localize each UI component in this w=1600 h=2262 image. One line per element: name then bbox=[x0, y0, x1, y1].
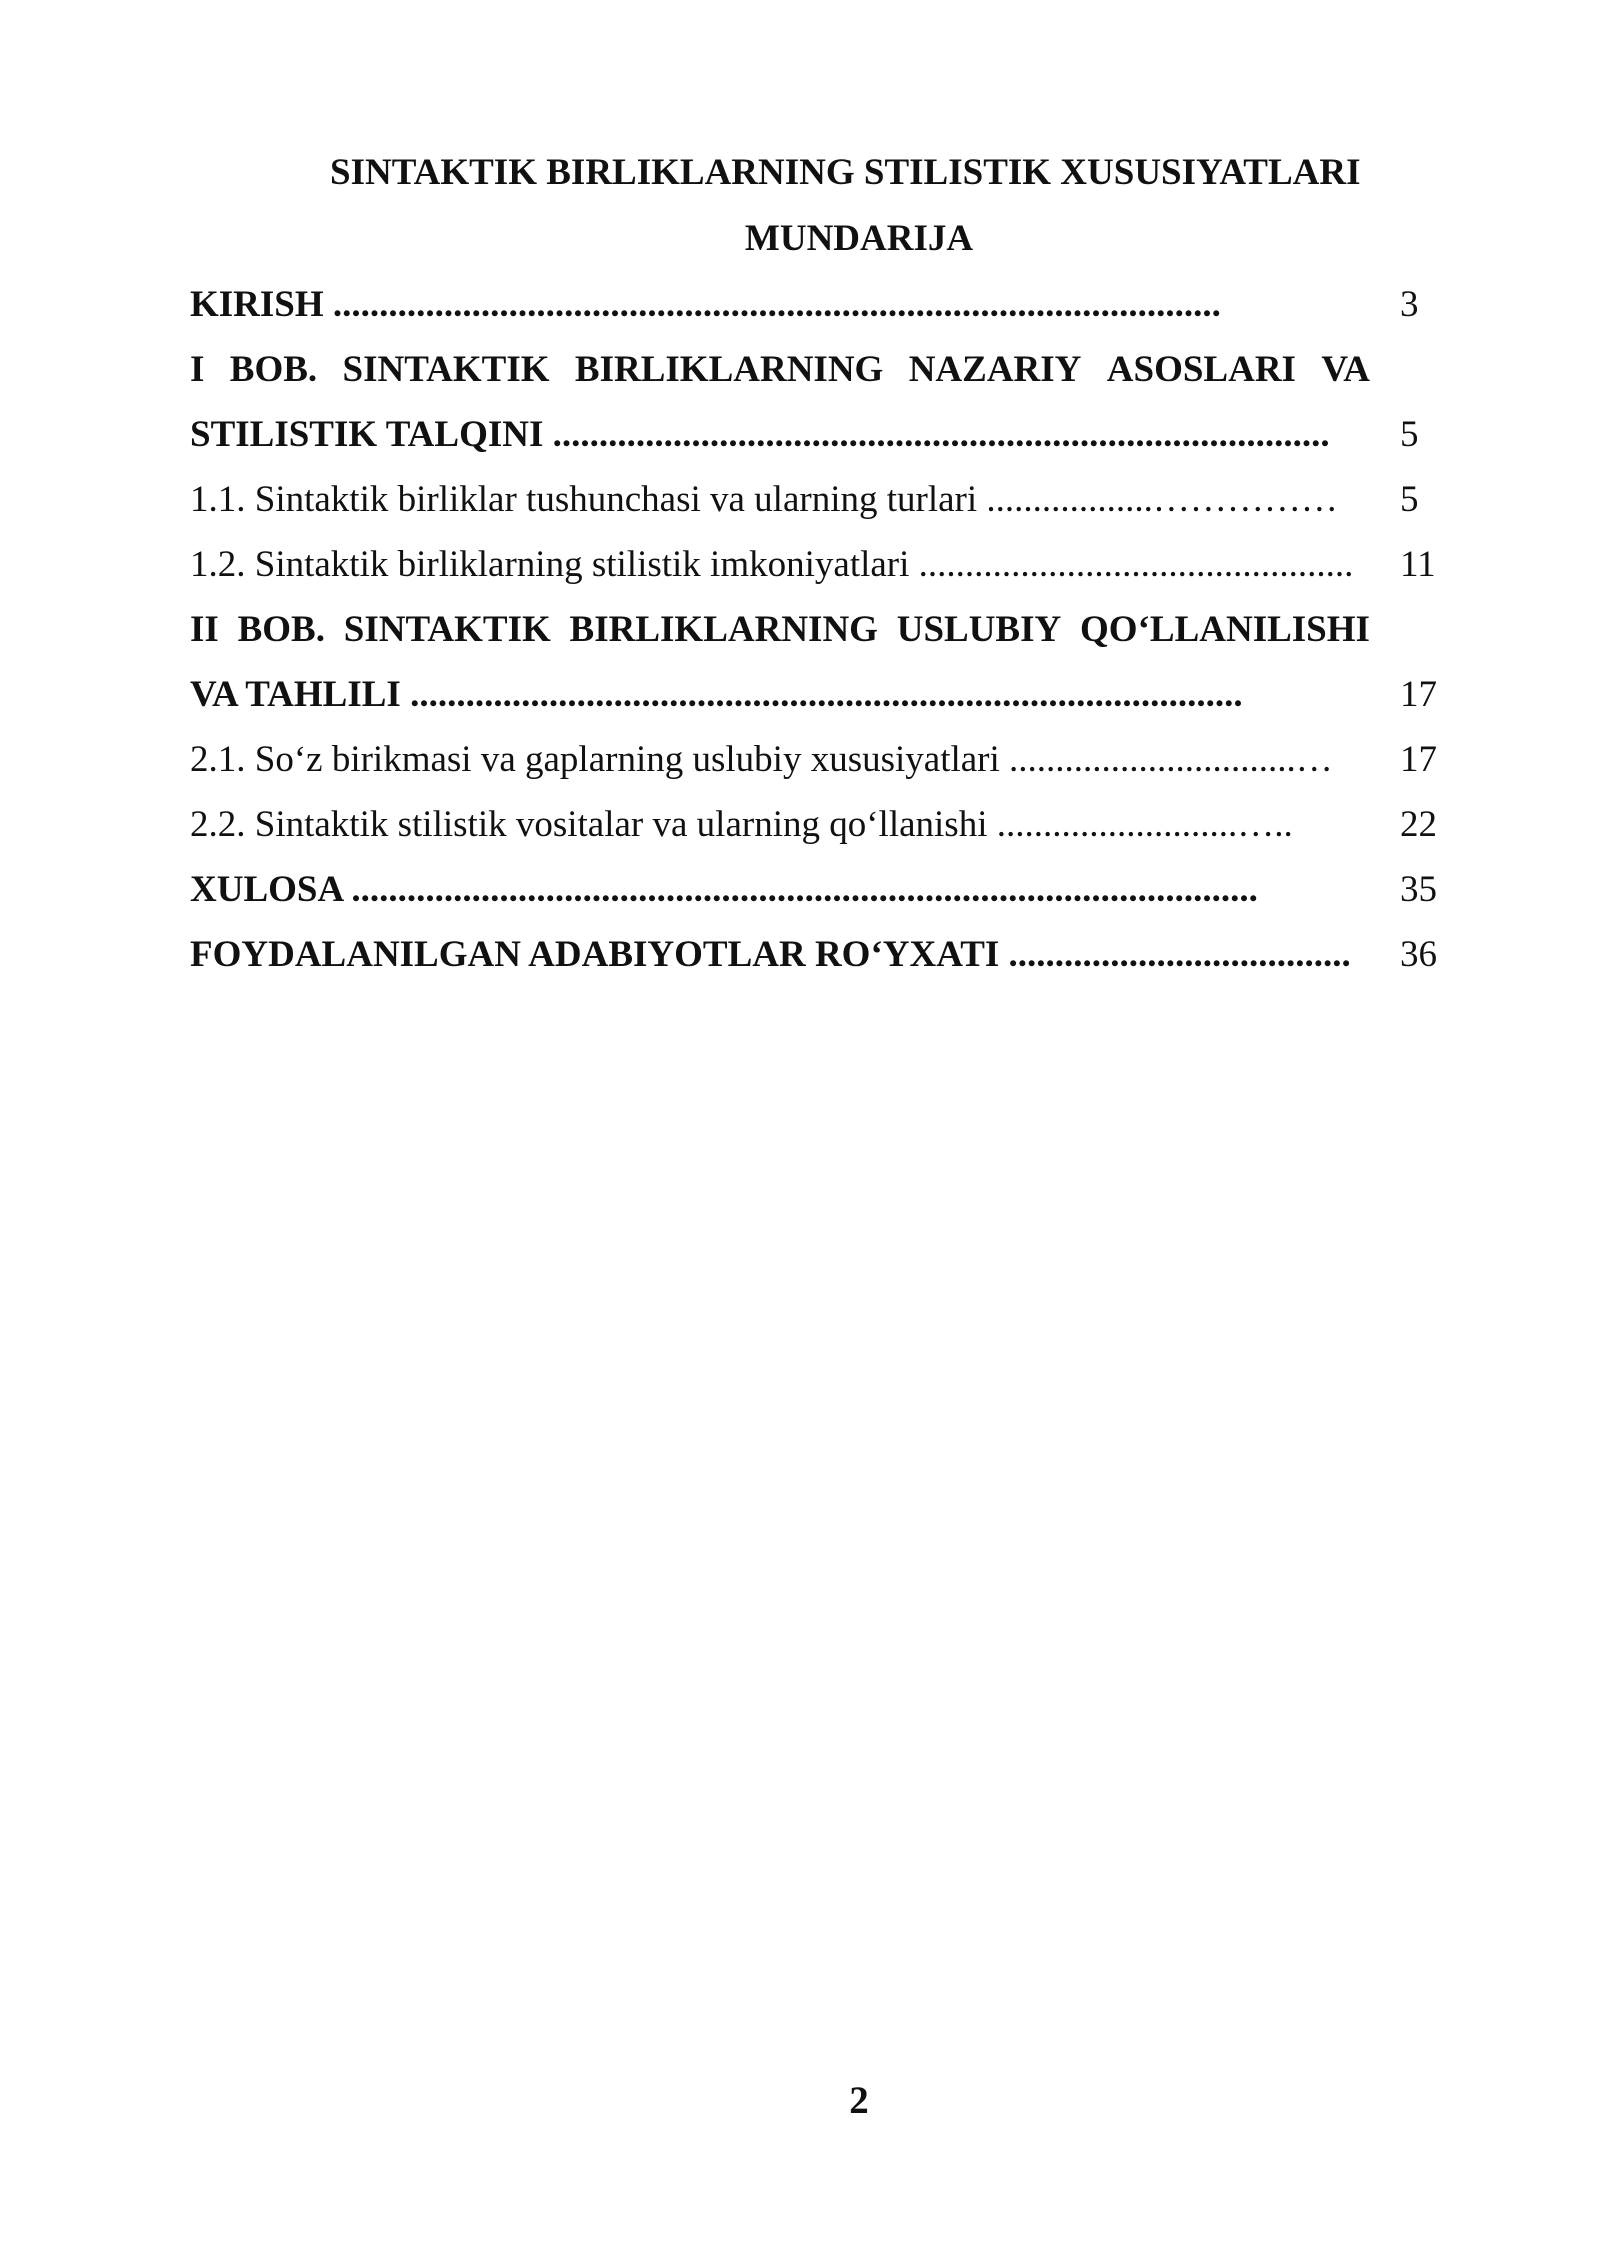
toc-word: QO‘LLANILISHI bbox=[1080, 609, 1370, 650]
document-title: SINTAKTIK BIRLIKLARNING STILISTIK XUSUSIYATLARI bbox=[330, 152, 1361, 193]
toc-leader-dots: ..................................... bbox=[1008, 934, 1351, 975]
toc-word: II bbox=[190, 609, 219, 650]
toc-page-number: 5 bbox=[1400, 479, 1419, 520]
toc-leader-dots: ............................................... bbox=[918, 544, 1354, 585]
toc-entry-2-2 bbox=[190, 800, 1370, 850]
toc-word: BOB. bbox=[237, 609, 325, 650]
toc-entry-title: 2.1. So‘z birikmasi va gaplarning uslubiy xususiyatlari bbox=[190, 739, 1010, 780]
toc-page-number: 5 bbox=[1400, 414, 1419, 455]
toc-word: VA bbox=[1321, 349, 1370, 390]
toc-word: ASOSLARI bbox=[1106, 349, 1296, 390]
toc-word: BIRLIKLARNING bbox=[569, 609, 878, 650]
toc-page-number: 22 bbox=[1400, 804, 1437, 845]
toc-page-number: 35 bbox=[1400, 869, 1437, 910]
toc-entry-title: FOYDALANILGAN ADABIYOTLAR RO‘YXATI bbox=[190, 934, 1009, 975]
toc-leader-dots: .......................................................................................... bbox=[410, 674, 1243, 715]
toc-leader-dots: .................................................................................................. bbox=[351, 869, 1258, 910]
toc-word: SINTAKTIK bbox=[343, 609, 551, 650]
toc-page-number: 17 bbox=[1400, 739, 1437, 780]
toc-word: BOB. bbox=[229, 349, 318, 390]
toc-entry-chapter-1-line-2 bbox=[190, 410, 1370, 460]
toc-entry-kirish bbox=[190, 280, 1370, 330]
toc-entry-xulosa bbox=[190, 865, 1370, 915]
toc-word: I bbox=[190, 349, 205, 390]
page-number: 2 bbox=[849, 2079, 869, 2122]
toc-entry-title: XULOSA bbox=[190, 869, 352, 910]
toc-heading: MUNDARIJA bbox=[744, 218, 974, 259]
toc-word: USLUBIY bbox=[896, 609, 1062, 650]
toc-leader-dots: .................................................................................... bbox=[552, 414, 1330, 455]
toc-page-number: 36 bbox=[1400, 934, 1437, 975]
toc-page-number: 3 bbox=[1400, 284, 1419, 325]
toc-entry-1-2 bbox=[190, 540, 1370, 590]
toc-entry-title: 1.1. Sintaktik birliklar tushunchasi va ularning turlari bbox=[190, 479, 987, 520]
toc-word: NAZARIY bbox=[908, 349, 1082, 390]
toc-entry-chapter-1-line-1 bbox=[190, 345, 1370, 395]
toc-leader-dots: ................................................................................................ bbox=[332, 284, 1221, 325]
toc-word: SINTAKTIK bbox=[342, 349, 550, 390]
toc-entry-2-1 bbox=[190, 735, 1370, 785]
toc-page-number: 11 bbox=[1400, 544, 1436, 585]
toc-page-number: 17 bbox=[1400, 674, 1437, 715]
toc-entry-bibliography bbox=[190, 930, 1370, 980]
toc-entry-chapter-2-line-2 bbox=[190, 670, 1370, 720]
toc-entry-title: 2.2. Sintaktik stilistik vositalar va ularning qo‘llanishi bbox=[190, 804, 997, 845]
toc-leader-dots: ...............................… bbox=[1009, 739, 1333, 780]
toc-word: BIRLIKLARNING bbox=[574, 349, 884, 390]
toc-entry-title: 1.2. Sintaktik birliklarning stilistik imkoniyatlari bbox=[190, 544, 919, 585]
toc-entry-title: KIRISH bbox=[190, 284, 333, 325]
toc-entry-chapter-2-line-1 bbox=[190, 605, 1370, 655]
toc-leader-dots: ..................…………… bbox=[986, 479, 1338, 520]
toc-leader-dots: ..........................….. bbox=[996, 804, 1293, 845]
toc-entry-title: STILISTIK TALQINI bbox=[190, 414, 553, 455]
toc-entry-1-1 bbox=[190, 475, 1370, 525]
toc-entry-title: VA TAHLILI bbox=[190, 674, 411, 715]
